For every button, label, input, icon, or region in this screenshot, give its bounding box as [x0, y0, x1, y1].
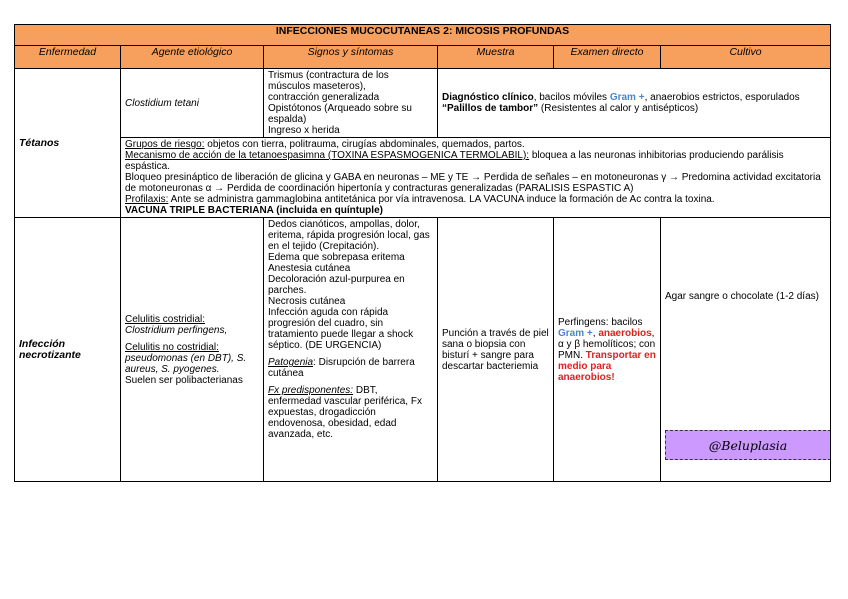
necro-sample: Punción a través de piel sana o biopsia con bisturí + sangre para descartar bacteriemia [438, 218, 554, 482]
necro-culture [661, 218, 831, 482]
tetanos-sign: Ingreso x herida [268, 125, 340, 136]
tetanos-agent: Clostidium tetani [121, 69, 264, 138]
table-title: INFECCIONES MUCOCUTANEAS 2: MICOSIS PROFUNDAS [15, 25, 831, 46]
prophylaxis-label: Profilaxis: [125, 194, 169, 205]
predisposing-text: DBT, enfermedad vascular periférica, Fx expuestas, drogadicción endovenosa, obesidad, edad avanzada, etc. [268, 385, 422, 440]
agent-noclost-label: Celulitis no costridial: [125, 341, 219, 353]
agent-clost-label: Celulitis costridial: [125, 313, 206, 325]
exam-anaerobios: anaerobios [598, 327, 652, 339]
mechanism [125, 150, 826, 172]
tetanos-sign: contracción generalizada [268, 92, 380, 103]
necro-sign: Necrosis cutánea [268, 296, 346, 307]
exam-mid: , α y β hemolíticos; con PMN. [558, 327, 656, 361]
risk-groups-text: objetos con tierra, politrauma, cirugías abdominales, quemados, partos. [204, 139, 525, 150]
diag-mid: , bacilos móviles [533, 92, 610, 103]
predisposing-label: Fx predisponentes: [268, 385, 354, 396]
necro-exam [554, 218, 661, 482]
necro-row [15, 218, 831, 482]
header-cultivo: Cultivo [661, 46, 831, 69]
prophylaxis-text: Ante se administra gammaglobina antitetánica por vía intravenosa. LA VACUNA induce la formación de Ac contra la toxina. [168, 194, 715, 205]
pathogeny [268, 357, 433, 379]
diag-bold: Diagnóstico clínico [442, 92, 534, 103]
watermark-badge: @Beluplasia [665, 430, 831, 460]
header-enfermedad: Enfermedad [15, 46, 121, 69]
tetanos-diagnosis [438, 69, 831, 138]
title-row [15, 25, 831, 46]
tetanos-sign: Opistótonos (Arqueado sobre su espalda) [268, 103, 412, 125]
exam-transport: Transportar en medio para anaerobios! [558, 349, 656, 383]
pathogeny-label: Patogenia [268, 357, 314, 368]
necro-sign: Edema que sobrepasa eritema [268, 252, 405, 263]
predisposing [268, 385, 433, 440]
risk-groups-label: Grupos de riesgo: [125, 139, 205, 150]
tetanos-row [15, 69, 831, 138]
risk-groups [125, 139, 826, 150]
culture-text: Agar sangre o chocolate (1-2 días) [665, 291, 819, 302]
tetanos-notes [121, 138, 831, 218]
tetanos-signs [264, 69, 438, 138]
exam-comma: , [592, 327, 599, 339]
micosis-table [14, 24, 831, 482]
diag-palillos: “Palillos de tambor” [442, 103, 539, 114]
header-agente: Agente etiológico [121, 46, 264, 69]
tetanos-name: Tétanos [15, 69, 121, 218]
necro-agent [121, 218, 264, 482]
agent-tail: Suelen ser polibacterianas [125, 374, 243, 386]
necro-signs [264, 218, 438, 482]
tetanos-sign: Trismus (contractura de los músculos maseteros), [268, 70, 389, 92]
exam-gram: Gram + [558, 327, 593, 339]
vaccine: VACUNA TRIPLE BACTERIANA (incluida en quíntuple) [125, 205, 383, 216]
prophylaxis [125, 194, 826, 205]
necro-sign: Decoloración azul-purpurea en parches. [268, 274, 405, 296]
diag-rest: , anaerobios estrictos, esporulados [644, 92, 800, 103]
necro-name: Infección necrotizante [15, 218, 121, 482]
pathogeny-text: : Disrupción de barrera cutánea [268, 357, 415, 379]
necro-sign: Infección aguda con rápida progresión del cuadro, sin tratamiento puede llegar a shock séptico. (DE URGENCIA) [268, 307, 414, 351]
exam-pre: Perfingens: bacilos [558, 316, 643, 328]
blockade: Bloqueo presináptico de liberación de glicina y GABA en neuronas – ME y TE → Perdida de señales – en motoneuronas γ → Predomina actividad excitatoria de motoneuronas α → Perdida de coordinación hipertonía y contracturas generalizadas (PARALISIS ESPASTIC A) [125, 172, 821, 194]
header-signos: Signos y síntomas [264, 46, 438, 69]
header-row [15, 46, 831, 69]
necro-sign: Anestesia cutánea [268, 263, 351, 274]
agent-noclost: pseudomonas (en DBT), S. aureus, S. pyogenes. [125, 352, 247, 375]
tetanos-notes-row [15, 138, 831, 218]
header-muestra: Muestra [438, 46, 554, 69]
mechanism-text: bloquea a las neuronas inhibitorias produciendo parálisis espástica. [125, 150, 784, 172]
diag-gram: Gram + [609, 92, 645, 103]
header-examen: Examen directo [554, 46, 661, 69]
necro-sign: Dedos cianóticos, ampollas, dolor, eritema, rápida progresión local, gas en el tejido (Crepitación). [268, 219, 430, 252]
agent-clost: Clostridium perfingens, [125, 324, 228, 336]
diag-tail: (Resistentes al calor y antisépticos) [538, 103, 699, 114]
mechanism-label: Mecanismo de acción de la tetanoespasimna (TOXINA ESPASMOGENICA TERMOLABIL): [125, 150, 530, 161]
